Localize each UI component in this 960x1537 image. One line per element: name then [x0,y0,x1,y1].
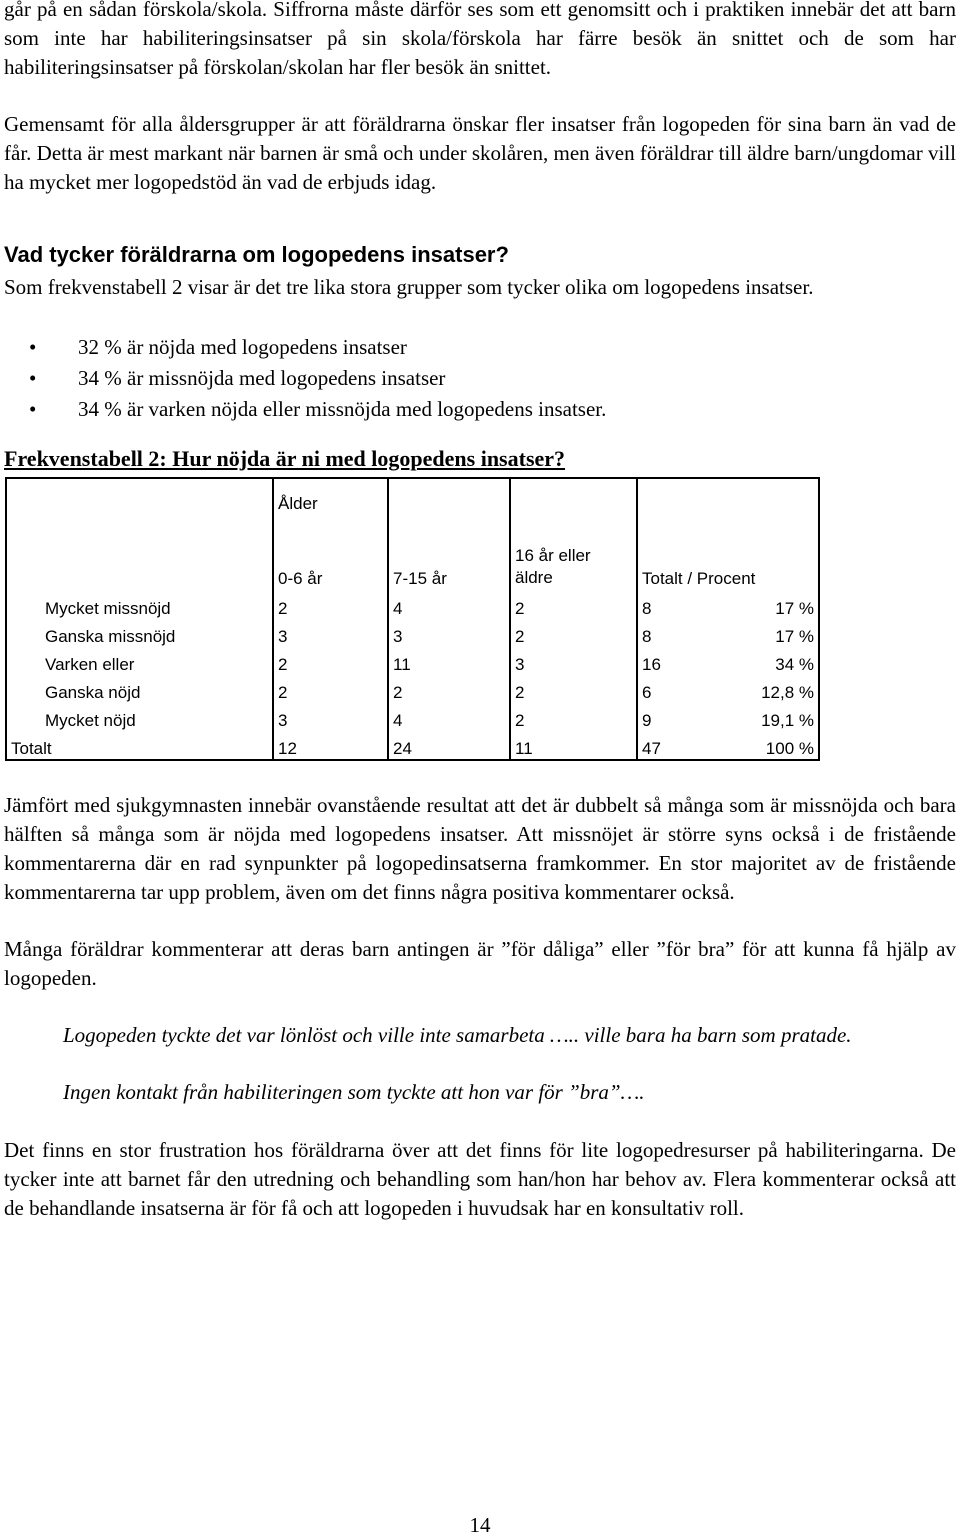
table-row [6,675,819,703]
table-cell: 4 [388,591,510,619]
table-caption: Frekvenstabell 2: Hur nöjda är ni med logopedens insatser? [4,446,566,471]
table-cell: 24 [388,731,510,760]
table-cell: 2 [510,619,637,647]
age-group-header: Ålder [273,478,388,529]
table-cell: 2 [273,591,388,619]
table-cell: 8 17 % [637,619,819,647]
document-page [4,0,956,1223]
paragraph-frustration: Det finns en stor frustration hos föräldrarna över att det finns för lite logopedresurser på habiliteringarna. De tycker inte att barnet får den utredning och behandling som han/hon har behov av. Flera kommenterar också att de behandlande insatserna är för få och att logopeden i huvudsak har en konsultativ roll. [4,1138,956,1220]
bullet-dot-icon: • [29,397,37,421]
section-intro: Som frekvenstabell 2 visar är det tre lika stora grupper som tycker olika om logopedens insatser. [4,275,814,299]
table-cell: 2 [510,675,637,703]
row-label: Ganska missnöjd [45,627,176,646]
table-cell: 2 [510,703,637,731]
table-cell: 2 [510,591,637,619]
paragraph-habilitation-visits: går på en sådan förskola/skola. Siffrorna måste därför ses som ett genomsitt och i praktiken innebär det att barn som inte har habiliteringsinsatser på sin skola/förskola har färre besök än snittet och de som har habiliteringsinsatser på förskolan/skolan har fler besök än snittet. [4,0,956,79]
table-cell: 2 [273,675,388,703]
bullet-dot-icon: • [29,335,37,359]
column-header: Totalt / Procent [637,529,819,591]
paragraph-parents-comment: Många föräldrar kommenterar att deras barn antingen är ”för dåliga” eller ”för bra” för att kunna få hjälp av logopeden. [4,937,956,990]
quote-2: Ingen kontakt från habiliteringen som tyckte att hon var för ”bra”…. [63,1080,645,1104]
table-cell: 3 [273,619,388,647]
paragraph-parents-wish: Gemensamt för alla åldersgrupper är att föräldrarna önskar fler insatser från logopeden för sina barn än vad de får. Detta är mest markant när barnen är små och under skolåren, men även föräldrar till äldre barn/ungdomar vill ha mycket mer logopedstöd än vad de erbjuds idag. [4,112,956,194]
paragraph-comparison: Jämfört med sjukgymnasten innebär ovanstående resultat att det är dubbelt så många som är missnöjda och bara hälften så många som är nöjda med logopedens insatser. Att missnöjet är större syns också i de fristående kommentarerna där en rad synpunkter på logopedinsatserna framkommer. En stor majoritet av de fristående kommentarerna tar upp problem, även om det finns några positiva kommentarer också. [4,793,956,904]
table-cell: 6 12,8 % [637,675,819,703]
column-header: 7-15 år [388,529,510,591]
row-label: Mycket nöjd [45,711,136,730]
table-header-row [6,529,819,591]
page-number: 14 [469,1513,491,1537]
section-heading: Vad tycker föräldrarna om logopedens insatser? [4,242,509,267]
table-cell: 3 [510,647,637,675]
table-row [6,647,819,675]
row-label: Ganska nöjd [45,683,141,702]
bullet-dot-icon: • [29,366,37,390]
table-cell: 11 [388,647,510,675]
table-cell: 11 [510,731,637,760]
column-header: 16 år eller äldre [510,529,637,591]
table-cell: 4 [388,703,510,731]
table-cell: 9 19,1 % [637,703,819,731]
frequency-table-wrap [5,477,956,761]
table-cell: 12 [273,731,388,760]
row-label: Mycket missnöjd [45,599,171,618]
bullet-item: • 34 % är missnöjda med logopedens insatser [4,363,956,394]
bullet-list [4,332,956,425]
table-cell: 3 [388,619,510,647]
quote-1: Logopeden tyckte det var lönlöst och ville inte samarbeta ….. ville bara ha barn som pratade. [63,1023,852,1047]
table-row [6,703,819,731]
table-row [6,619,819,647]
table-cell: 3 [273,703,388,731]
table-group-header-row [6,478,819,529]
bullet-item: • 32 % är nöjda med logopedens insatser [4,332,956,363]
table-cell: 47 100 % [637,731,819,760]
frequency-table [5,477,820,761]
column-header: 0-6 år [273,529,388,591]
table-total-row [6,731,819,760]
table-cell: 8 17 % [637,591,819,619]
table-cell: 2 [388,675,510,703]
table-cell: 2 [273,647,388,675]
row-label: Totalt [11,739,52,758]
bullet-item: • 34 % är varken nöjda eller missnöjda med logopedens insatser. [4,394,956,425]
row-label: Varken eller [45,655,135,674]
table-row [6,591,819,619]
table-cell: 16 34 % [637,647,819,675]
